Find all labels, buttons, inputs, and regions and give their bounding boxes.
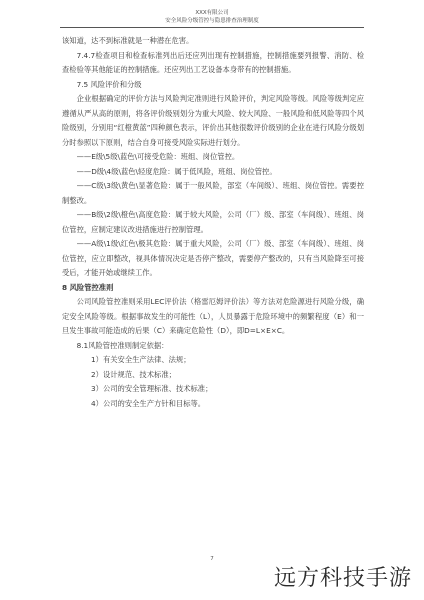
basis-item-3: 3）公司的安全管理标准、技术标准；: [91, 384, 213, 393]
page-header: [60, 9, 364, 25]
header-divider: [60, 27, 364, 28]
paragraph-7-5: 企业根据确定的评价方法与风险判定准则进行风险评价，判定风险等级。风险等级判定应遵循从严从高的原则，将各评价级别划分为重大风险、较大风险、一般风险和低风险等四个风险级别，分别用“红橙黄蓝”四种颜色表示，评价出其他很数评价级别的企业在进行风险分级划分时参照以下原则，结合自身可接受风险实际进行划分。: [62, 94, 364, 147]
risk-level-e: ——E级\5级\蓝色\可接受危险：班组、岗位管控。: [76, 152, 240, 161]
document-body: [62, 34, 364, 411]
header-company: XXX有限公司: [195, 10, 229, 16]
risk-level-d: ——D级\4级\蓝色\轻度危险：属于低风险，班组、岗位管控。: [76, 166, 277, 176]
risk-level-a: ——A级\1级\红色\极其危险：属于重大风险，公司（厂）级、部室（车间级）、班组、岗位管控，应立即整改，视具体情况决定是否停产整改，需要停产整改的，只有当风险降至可接受后，才能开始或继续工作。: [62, 239, 364, 277]
section-heading-8: 8 风险管控准则: [62, 282, 114, 292]
section-heading-8-1: 8.1风险管控准则制定依据：: [76, 340, 169, 350]
page-number: 7: [210, 556, 214, 562]
paragraph-7-4-7: 7.4.7检查项目和检查标准列出后还应列出现有控制措施，控制措施要列报警、消防、检查检验等其他能证的控制措施。还应列出工艺设备本身带有的控制措施。: [62, 50, 364, 74]
continued-line: 该知道，达不到标准就是一种潜在危害。: [62, 36, 194, 45]
header-title: 安全风险分级管控与隐患排查治理制度: [165, 18, 259, 24]
basis-item-1: 1）有关安全生产法律、法规；: [91, 355, 191, 364]
risk-level-b: ——B级\2级\橙色\高度危险：属于较大风险，公司（厂）级、部室（车间级）、班组、岗位管控，应制定建议改进措施进行控制管理。: [62, 210, 364, 234]
paragraph-8: 公司风险管控准则采用LEC评价法（格雷厄姆评价法）等方法对危险源进行风险分级，确定安全风险等级。根据事故发生的可能性（L），人员暴露于危险环境中的频繁程度（E）和一旦发生事故可能造成的后果（C）来确定危险性（D），即D=L×E×C。: [62, 297, 364, 335]
watermark-text: 远方科技手游: [273, 566, 412, 591]
section-heading-7-5: 7.5 风险评价和分级: [76, 79, 142, 89]
risk-level-c: ——C级\3级\黄色\显著危险：属于一般风险，部室（车间级）、班组、岗位管控。需要控制整改。: [62, 181, 364, 205]
basis-item-2: 2）设计规范、技术标准；: [91, 369, 176, 379]
basis-item-4: 4）公司的安全生产方针和目标等。: [91, 398, 206, 408]
